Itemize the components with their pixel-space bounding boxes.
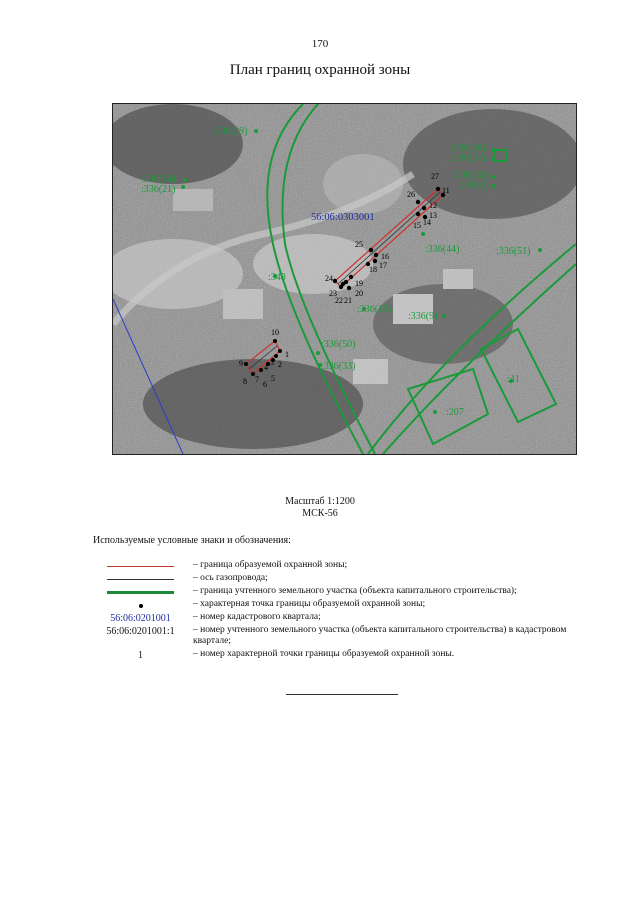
parcel-number-sample: 56:06:0201001:1 — [106, 626, 175, 637]
point-number: 4 — [264, 363, 268, 372]
point-number-sample: 1 — [138, 650, 143, 661]
point-number: 25 — [355, 240, 363, 249]
parcel-label: :336(6) — [459, 180, 489, 191]
parcel-label: :207 — [446, 407, 464, 418]
point-number: 11 — [442, 186, 450, 195]
point-number: 7 — [255, 375, 259, 384]
parcel-label: :336(40) — [451, 143, 486, 154]
legend-text: – номер кадастрового квартала; — [193, 612, 321, 622]
parcel-label: :336(31) — [451, 153, 486, 164]
page-number: 170 — [311, 38, 329, 50]
parcel-label: :41 — [507, 374, 520, 385]
parcel-label: :336(50) — [321, 339, 356, 350]
parcel-label: :336(21) — [141, 184, 176, 195]
legend-row — [93, 573, 613, 586]
legend-row — [93, 625, 613, 649]
point-number: 14 — [423, 218, 431, 227]
point-number: 16 — [381, 252, 389, 261]
legend-title: Используемые условные знаки и обозначения: — [93, 535, 291, 546]
legend-row — [93, 586, 613, 599]
legend-row — [93, 612, 613, 625]
parcel-label: :336(33) — [321, 361, 356, 372]
footer-rule — [286, 694, 398, 695]
legend-text: – номер характерной точки границы образуемой охранной зоны. — [193, 649, 455, 659]
quarter-number: 56:06:0303001 — [311, 212, 375, 223]
point-number: 17 — [379, 261, 387, 270]
quarter-number-sample: 56:06:0201001 — [110, 613, 171, 624]
point-symbol — [139, 604, 143, 608]
point-number: 24 — [325, 274, 333, 283]
page-title: План границ охранной зоны — [229, 62, 411, 78]
scale-label: Масштаб 1:1200 — [285, 496, 355, 507]
parcel-label: :336(15) — [357, 304, 392, 315]
parcel-label: :336(9) — [408, 311, 438, 322]
point-number: 18 — [369, 265, 377, 274]
point-number: 1 — [285, 350, 289, 359]
parcel-label: :336(20) — [453, 170, 488, 181]
point-number: 15 — [413, 221, 421, 230]
legend-row — [93, 649, 613, 662]
legend-text: – ось газопровода; — [193, 573, 268, 583]
point-number: 13 — [429, 211, 437, 220]
point-number: 20 — [355, 289, 363, 298]
point-number: 22 — [335, 296, 343, 305]
legend — [93, 560, 613, 662]
parcel-label: :336(44) — [425, 244, 460, 255]
point-number: 19 — [355, 279, 363, 288]
scale-block — [0, 496, 640, 520]
legend-text: – характерная точка границы образуемой охранной зоны; — [193, 599, 426, 609]
coordinate-system: МСК-56 — [302, 508, 338, 519]
parcel-label: :336(54) — [141, 174, 176, 185]
zone-boundary-symbol — [107, 566, 174, 567]
point-number: 26 — [407, 190, 415, 199]
point-number: 6 — [263, 380, 267, 389]
point-number: 10 — [271, 328, 279, 337]
parcel-boundary-symbol — [107, 591, 174, 594]
legend-row — [93, 560, 613, 573]
point-number: 23 — [329, 289, 337, 298]
legend-text: – граница учтенного земельного участка (объекта капитального строительства); — [193, 586, 517, 596]
legend-row — [93, 599, 613, 612]
parcel-label: :348 — [268, 272, 286, 283]
legend-text: – граница образуемой охранной зоны; — [193, 560, 348, 570]
gas-axis-symbol — [107, 579, 174, 580]
parcel-label: :336(29) — [213, 126, 248, 137]
point-number: 27 — [431, 172, 439, 181]
parcel-label: :336(51) — [496, 246, 531, 257]
point-number: 3 — [270, 358, 274, 367]
point-number: 9 — [239, 359, 243, 368]
point-number: 12 — [429, 201, 437, 210]
point-number: 2 — [278, 360, 282, 369]
point-number: 5 — [271, 374, 275, 383]
aerial-map — [112, 103, 577, 455]
point-number: 8 — [243, 377, 247, 386]
point-number: 21 — [344, 296, 352, 305]
legend-text: – номер учтенного земельного участка (объекта капитального строительства) в кадастровом кварталe; — [193, 625, 567, 646]
